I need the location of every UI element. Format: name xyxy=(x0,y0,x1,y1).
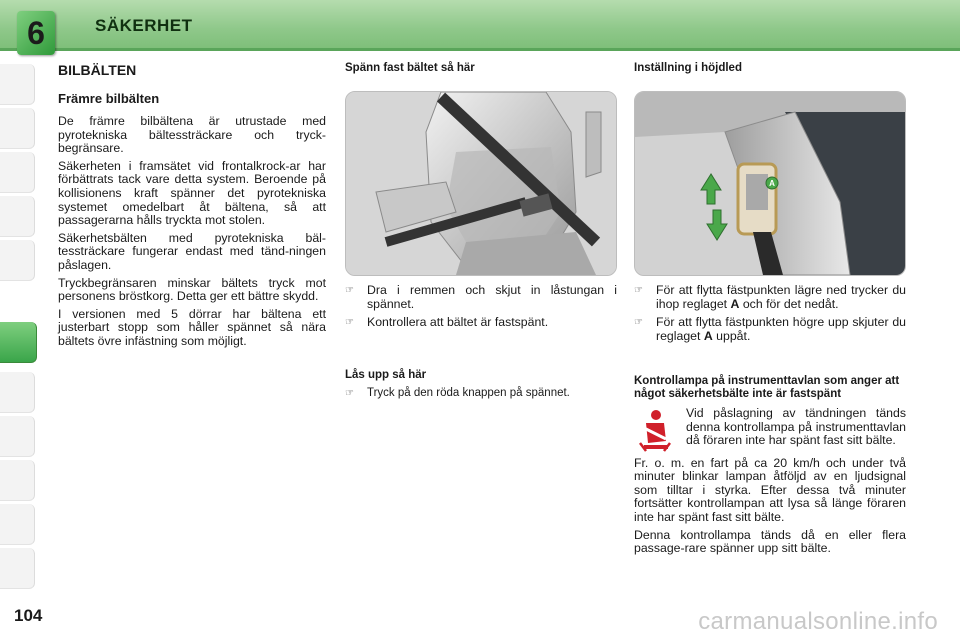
lamp-row xyxy=(634,407,906,457)
page-number: 104 xyxy=(14,606,43,625)
chapter-title: SÄKERHET xyxy=(95,16,193,35)
chapter-tab-7[interactable] xyxy=(0,372,35,413)
paragraph: I versionen med 5 dörrar har bältena ett justerbart stopp som håller spännet så nära bältets övre infästning som möjligt. xyxy=(58,306,326,348)
unlock-section xyxy=(345,369,617,406)
section-title: BILBÄLTEN xyxy=(58,62,137,78)
left-column xyxy=(58,62,326,353)
paragraph: Tryckbegränsaren minskar bältets tryck mot personens bröstkorg. Detta ger ett bättre skydd. xyxy=(58,275,326,304)
pointing-hand-icon: ☞ xyxy=(345,317,354,329)
unlock-heading: Lås upp så här xyxy=(345,369,427,381)
chapter-tab-11[interactable] xyxy=(0,548,35,589)
watermark: carmanualsonline.info xyxy=(698,608,938,635)
right-column xyxy=(634,62,904,75)
chapter-tab-10[interactable] xyxy=(0,504,35,545)
chapter-tab-9[interactable] xyxy=(0,460,35,501)
middle-column xyxy=(345,62,615,75)
list-item: ☞ För att flytta fästpunkten lägre ned trycker du ihop reglaget A och för det nedåt. xyxy=(634,283,906,311)
chapter-tab-3[interactable] xyxy=(0,152,35,193)
control-label-a: A xyxy=(769,179,775,188)
chapter-tab-8[interactable] xyxy=(0,416,35,457)
warning-lamp-section xyxy=(634,375,906,560)
pointing-hand-icon: ☞ xyxy=(634,317,643,329)
paragraph: De främre bilbältena är utrustade med pyrotekniska bältessträckare och tryck-begränsare. xyxy=(58,114,326,156)
chapter-tab-5[interactable] xyxy=(0,240,35,281)
chapter-number-badge: 6 xyxy=(17,11,55,55)
pointing-hand-icon: ☞ xyxy=(634,285,643,296)
paragraph: Denna kontrollampa tänds då en eller flera passage-rare spänner upp sitt bälte. xyxy=(634,527,906,556)
chapter-tab-6-active[interactable] xyxy=(0,322,37,363)
pointing-hand-icon: ☞ xyxy=(345,285,354,296)
fasten-steps xyxy=(345,284,617,335)
seatbelt-warning-icon xyxy=(634,407,686,457)
pointing-hand-icon: ☞ xyxy=(345,388,354,399)
height-adjust-figure xyxy=(634,91,906,276)
chapter-tab-1[interactable] xyxy=(0,64,35,105)
height-adjust-steps xyxy=(634,284,906,348)
list-item: ☞ Kontrollera att bältet är fastspänt. xyxy=(345,315,549,330)
height-adjust-heading: Inställning i höjdled xyxy=(634,62,742,74)
chapter-tab-4[interactable] xyxy=(0,196,35,237)
pillar-illustration xyxy=(635,92,905,275)
subsection-title: Främre bilbälten xyxy=(58,91,160,106)
lamp-text: Vid påslagning av tändningen tänds denna kontrollampa på instrumenttavlan då föraren inte har spänt fast sitt bälte. xyxy=(686,406,906,448)
header-rule xyxy=(0,48,960,51)
list-item: ☞ För att flytta fästpunkten högre upp skjuter du reglaget A uppåt. xyxy=(634,315,906,343)
paragraph: Fr. o. m. en fart på ca 20 km/h och under två minuter blinkar lampan åtföljd av en ljudsignal som tilltar i styrka. Efter dessa två minuter fortsätter kontrollampan att lysa så länge föraren inte har spänt fast sitt bälte. xyxy=(634,455,906,524)
list-item: ☞ Tryck på den röda knappen på spännet. xyxy=(345,387,570,399)
list-item: ☞ Dra i remmen och skjut in låstungan i spännet. xyxy=(345,283,617,311)
seat-belt-figure xyxy=(345,91,617,276)
paragraph: Säkerheten i framsätet vid frontalkrock-ar har förbättrats tack vare detta system. Beroende på kollisionens kraft spänner det pyrotekniska systemet omedelbart åt bältena, så att passagerarna hålls tryckta mot stolen. xyxy=(58,158,326,228)
seat-illustration xyxy=(346,92,616,275)
lamp-heading: Kontrollampa på instrumenttavlan som anger att något säkerhetsbälte inte är fastspänt xyxy=(634,375,900,400)
paragraph: Säkerhetsbälten med pyrotekniska bäl-tessträckare fungerar endast med tänd-ningen påslagen. xyxy=(58,230,326,272)
fasten-heading: Spänn fast bältet så här xyxy=(345,62,475,74)
chapter-tab-2[interactable] xyxy=(0,108,35,149)
